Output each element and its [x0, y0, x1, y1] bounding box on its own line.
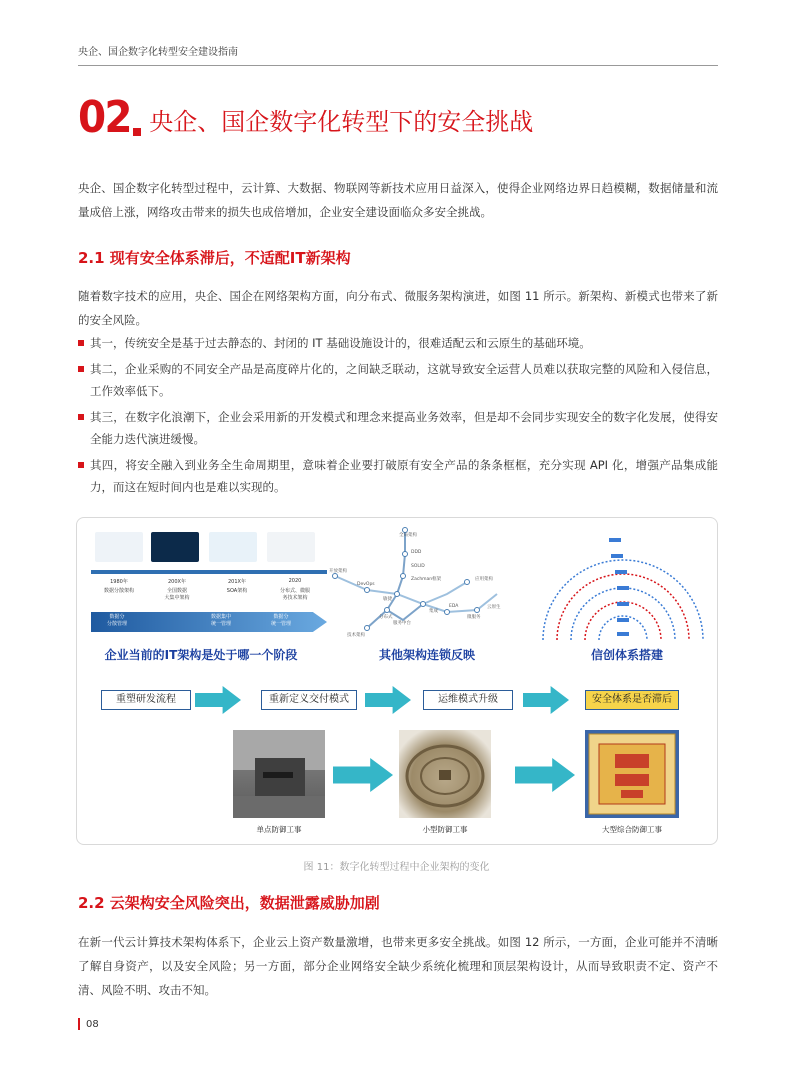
era-thumbnail — [209, 532, 257, 562]
era-thumbnail — [151, 532, 199, 562]
timeline-mgmt: 数据分 分散管理 — [106, 614, 127, 627]
flow-step: 重新定义交付模式 — [261, 690, 357, 710]
timeline-bar — [91, 570, 327, 574]
timeline-arch: 全国数据 大集中架构 — [164, 588, 190, 601]
panel-title: 其他架构连锁反映 — [378, 648, 475, 662]
chapter-dot — [133, 128, 141, 136]
photo-caption: 大型综合防御工事 — [602, 825, 662, 834]
metro-label: DDD — [411, 550, 422, 555]
list-item — [78, 454, 718, 498]
metro-label: EDA — [449, 604, 459, 609]
flow-step: 重塑研发流程 — [101, 690, 191, 710]
bullet-text: 其三，在数字化浪潮下，企业会采用新的开发模式和理念来提高业务效率，但是却不会同步实现安全的数字化发展，使得安全能力迭代演进缓慢。 — [90, 410, 718, 446]
metro-label: 服务中台 — [393, 621, 411, 626]
panel-title: 信创体系搭建 — [590, 648, 663, 662]
intro-paragraph: 央企、国企数字化转型过程中，云计算、大数据、物联网等新技术应用日益深入，使得企业网络边界日趋模糊，数据储量和流量成倍上涨，网络攻击带来的损失也成倍增加，企业安全建设面临众多安全挑战。 — [78, 181, 718, 219]
metro-label: 开放架构 — [329, 569, 347, 574]
page-number: 08 — [86, 1018, 99, 1030]
metro-label: 微服务 — [467, 615, 481, 620]
large-fortress-photo — [585, 730, 679, 818]
page-header — [78, 46, 718, 66]
list-item — [78, 406, 718, 450]
timeline-arch: SOA架构 — [226, 588, 248, 594]
bullet-text: 其二，企业采购的不同安全产品是高度碎片化的，之间缺乏联动，这就导致安全运营人员难以获取完整的风险和入侵信息，工作效率低下。 — [90, 362, 718, 398]
timeline-arch: 分布式、微服 务技术架构 — [279, 588, 310, 601]
timeline-mgmt: 数据分 统一管理 — [270, 614, 291, 627]
architecture-metro-map — [327, 524, 507, 642]
bullet-list — [78, 332, 718, 502]
flow-arrow-icon — [195, 686, 241, 714]
timeline-year: 201X年 — [228, 579, 246, 585]
bullet-text: 其一，传统安全是基于过去静态的、封闭的 IT 基础设施设计的，很难适配云和云原生的基础环境。 — [90, 336, 591, 350]
metro-label: SOLID — [411, 564, 425, 569]
timeline-year: 2020 — [288, 578, 302, 584]
bullet-square-icon — [78, 462, 84, 468]
photo-caption: 单点防御工事 — [256, 825, 302, 834]
progression-arrow-icon — [333, 758, 393, 792]
palace-plan-illustration — [585, 730, 679, 818]
section-title-2-2: 2.2 云架构安全风险突出，数据泄露威胁加剧 — [78, 894, 380, 912]
flow-step-highlight: 安全体系是否滞后 — [585, 690, 679, 710]
page-footer — [78, 1018, 99, 1030]
metro-lines — [327, 524, 507, 642]
bullet-text: 其四，将安全融入到业务全生命周期里，意味着企业要打破原有安全产品的条条框框，充分实现 API 化，增强产品集成能力，而这在短时间内也是难以实现的。 — [90, 458, 718, 494]
fortress-illustration — [399, 730, 491, 818]
metro-label: 集成 — [429, 609, 438, 614]
header-title: 央企、国企数字化转型安全建设指南 — [78, 47, 238, 58]
rainbow-arcs — [539, 522, 707, 644]
metro-label: 分布式 — [379, 615, 393, 620]
metro-label: 技术架构 — [347, 633, 365, 638]
metro-label: 敏捷 — [383, 597, 392, 602]
it-timeline-panel — [91, 528, 327, 638]
flow-arrow-icon — [523, 686, 569, 714]
small-fortress-photo — [399, 730, 491, 818]
xinchuang-system-graphic — [539, 522, 707, 644]
bunker-photo — [233, 730, 325, 818]
flow-step: 运维模式升级 — [423, 690, 513, 710]
panel-title: 企业当前的IT架构是处于哪一个阶段 — [104, 648, 298, 662]
footer-bar — [78, 1018, 80, 1030]
timeline-year: 200X年 — [168, 579, 186, 585]
chapter-title: 央企、国企数字化转型下的安全挑战 — [149, 108, 534, 136]
list-item — [78, 332, 718, 354]
progression-arrow-icon — [515, 758, 575, 792]
chapter-number: 02 — [78, 92, 131, 143]
section-title-2-1: 2.1 现有安全体系滞后，不适配IT新架构 — [78, 249, 351, 267]
list-item — [78, 358, 718, 402]
chapter-heading — [78, 92, 534, 143]
flow-arrow-icon — [365, 686, 411, 714]
photo-caption: 小型防御工事 — [422, 825, 468, 834]
figure-caption: 图 11：数字化转型过程中企业架构的变化 — [303, 862, 490, 873]
figure-11 — [76, 517, 718, 845]
metro-label: Zachman框架 — [411, 577, 442, 582]
metro-label: DevOps — [357, 582, 375, 587]
bullet-square-icon — [78, 340, 84, 346]
era-thumbnail — [95, 532, 143, 562]
bunker-illustration — [233, 730, 325, 818]
timeline-arch: 数据分散架构 — [103, 588, 134, 594]
bullet-square-icon — [78, 366, 84, 372]
section2-body: 在新一代云计算技术架构体系下，企业云上资产数量激增，也带来更多安全挑战。如图 12 所示，一方面，企业可能并不清晰了解自身资产，以及安全风险；另一方面，部分企业网络安全缺少系统化梳理和顶层架构设计，从而导致职责不定、资产不清、风险不明、攻击不知。 — [78, 935, 718, 997]
timeline-mgmt: 数据集中 统一管理 — [210, 614, 231, 627]
metro-label: 全局架构 — [399, 533, 417, 538]
timeline-year: 1980年 — [110, 579, 128, 585]
era-thumbnail — [267, 532, 315, 562]
metro-label: 云原生 — [487, 605, 501, 610]
bullet-square-icon — [78, 414, 84, 420]
metro-label: 应用架构 — [475, 577, 493, 582]
section1-lead: 随着数字技术的应用，央企、国企在网络架构方面，向分布式、微服务架构演进，如图 11 所示。新架构、新模式也带来了新的安全风险。 — [78, 289, 718, 327]
